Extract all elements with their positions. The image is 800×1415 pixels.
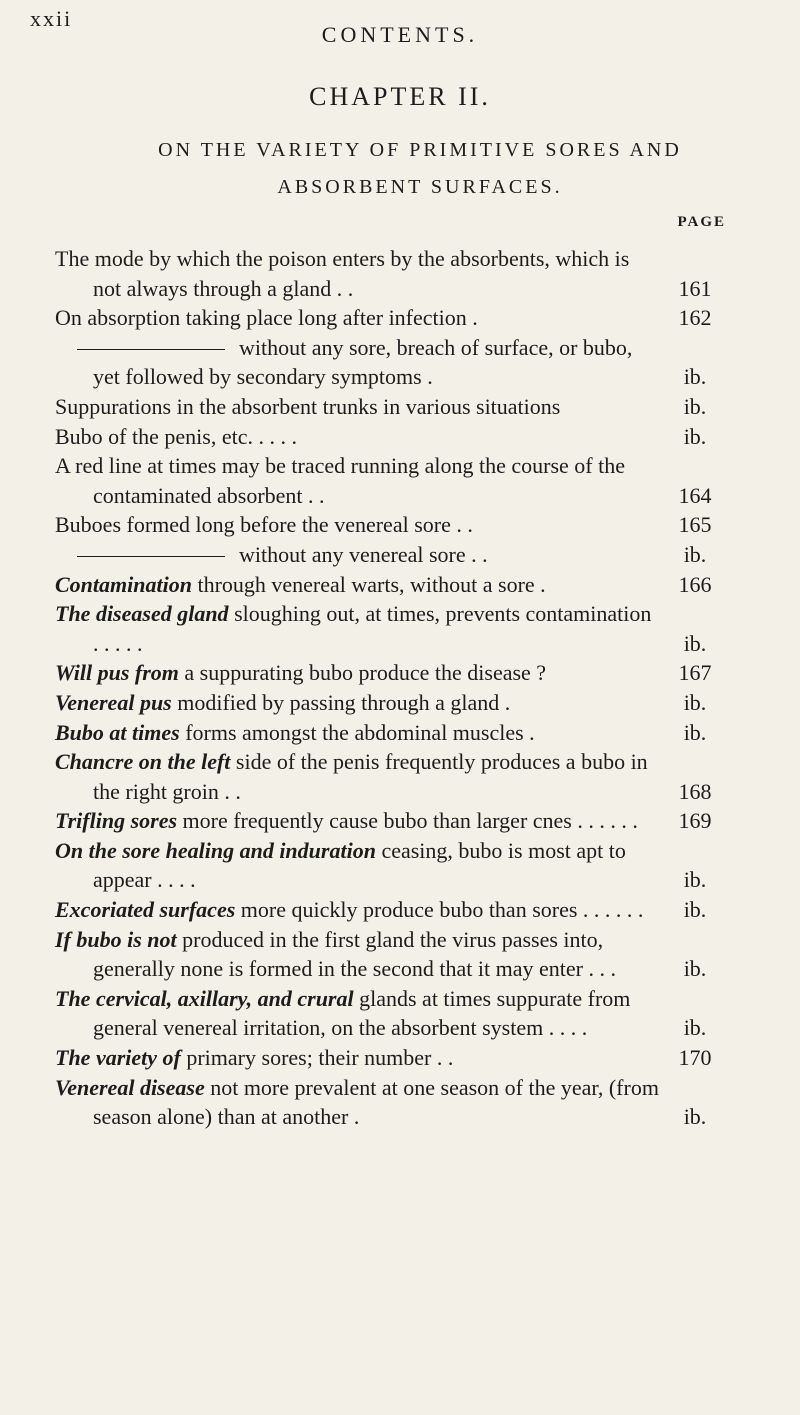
entry-page: 165 [678,512,712,538]
entry-page: 164 [678,482,712,508]
contents-entry [55,836,723,895]
entry-page: ib. [683,393,707,419]
entry-text: modified by passing through a gland . [171,689,511,715]
entry-text: The mode by which the poison enters by the absorbents, which is not always through a gland . . [55,246,630,301]
contents-entry [55,747,723,806]
page-number: xxii [30,6,73,31]
entry-emphasis: The cervical, axillary, and crural [55,985,354,1011]
contents-entry [55,658,723,688]
entry-text: without any venereal sore . . [239,541,488,567]
chapter-title: CHAPTER II. [309,82,491,111]
entry-emphasis: Chancre on the left [55,749,231,775]
entry-emphasis: Contamination [55,571,192,597]
entry-page: 167 [678,660,712,686]
entry-page: ib. [683,719,707,745]
entry-page: ib. [683,1104,707,1130]
contents-entry [55,895,723,925]
entry-page: ib. [683,867,707,893]
entry-page: ib. [683,364,707,390]
entry-text: produced in the first gland the virus passes into, generally none is formed in the second that it may enter . . . [93,926,616,982]
entry-text: sloughing out, at times, prevents contamination . . . . . [93,601,652,656]
entry-page: 168 [678,778,712,804]
contents-entry [55,244,723,303]
ditto-rule [77,349,225,350]
contents-entry [55,333,723,392]
contents-entry [55,540,723,570]
entry-page: 162 [678,305,712,331]
entry-text: forms amongst the abdominal muscles . [179,719,535,745]
entry-emphasis: Will pus from [55,660,179,686]
contents-entry [55,1073,723,1132]
entry-page: ib. [683,1015,707,1041]
entry-page: ib. [683,897,707,923]
entry-emphasis: Venereal disease [55,1074,205,1100]
contents-entry [55,510,723,540]
entry-emphasis: On the sore healing and induration [55,837,376,863]
entry-emphasis: The diseased gland [55,601,229,627]
contents-entry [55,984,723,1043]
contents-entry [55,718,723,748]
contents-entry [55,688,723,718]
entry-page: 161 [678,275,712,301]
chapter-subtitle [80,132,760,206]
contents-entry [55,925,723,984]
entry-emphasis: Bubo at times [55,719,180,745]
contents-list [55,244,723,1132]
contents-entry [55,303,723,333]
entry-page: ib. [683,423,707,449]
entry-page: ib. [683,541,707,567]
entry-text: Bubo of the penis, etc. . . . . [55,423,297,449]
entry-text: more quickly produce bubo than sores . . . . . . [235,897,644,923]
contents-entry [55,599,723,658]
entry-text: On absorption taking place long after infection . [55,305,478,331]
contents-entry [55,570,723,600]
entry-text: Suppurations in the absorbent trunks in various situations [55,393,561,419]
entry-emphasis: Excoriated surfaces [55,897,236,923]
entry-page: 169 [678,808,712,834]
entry-text: not more prevalent at one season of the year, (from season alone) than at another . [93,1074,659,1130]
page-column-label: PAGE [677,214,726,230]
entry-page: ib. [683,689,707,715]
entry-text: side of the penis frequently produces a bubo in the right groin . . [93,749,648,804]
entry-text: A red line at times may be traced running along the course of the contaminated absorbent . . [55,453,625,508]
entry-emphasis: Trifling sores [55,808,178,834]
entry-page: 170 [678,1045,712,1071]
ditto-rule [77,556,225,557]
contents-entry [55,422,723,452]
entry-text: Buboes formed long before the venereal sore . . [55,512,473,538]
contents-entry [55,1043,723,1073]
entry-page: 166 [678,571,712,597]
entry-text: a suppurating bubo produce the disease ? [178,660,547,686]
entry-page: ib. [683,630,707,656]
entry-text: glands at times suppurate from general venereal irritation, on the absorbent system . . . . [93,985,631,1041]
entry-text: more frequently cause bubo than larger cnes . . . . . . [177,808,638,834]
entry-emphasis: The variety of [55,1045,181,1071]
chapter-subtitle-line-2: ABSORBENT SURFACES. [277,176,563,198]
entry-page: ib. [683,956,707,982]
contents-entry [55,806,723,836]
entry-text: ceasing, bubo is most apt to appear . . . . [93,837,626,893]
contents-entry [55,451,723,510]
entry-text: primary sores; their number . . [180,1045,454,1071]
contents-entry [55,392,723,422]
entry-text: without any sore, breach of surface, or bubo, yet followed by secondary symptoms . [93,334,633,390]
running-head: CONTENTS. [321,22,479,47]
entry-text: through venereal warts, without a sore . [191,571,546,597]
chapter-subtitle-line-1: ON THE VARIETY OF PRIMITIVE SORES AND [158,139,682,161]
entry-emphasis: If bubo is not [55,926,177,952]
entry-emphasis: Venereal pus [55,689,172,715]
